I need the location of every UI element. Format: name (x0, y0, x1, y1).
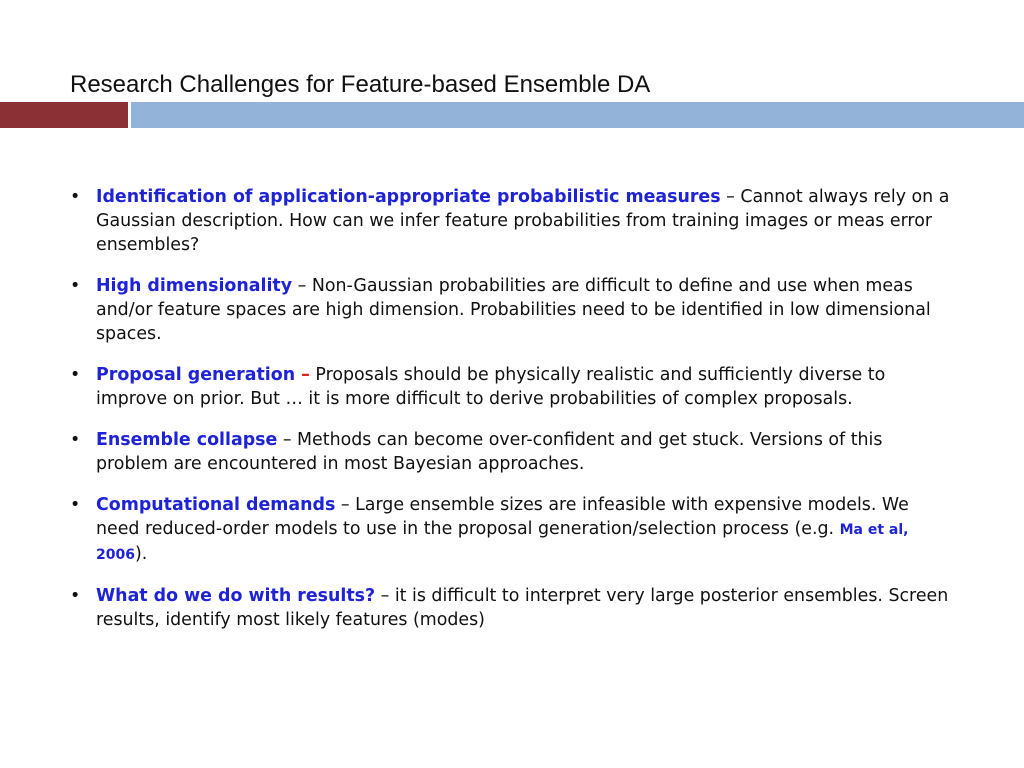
bullet-marker: • (70, 365, 81, 385)
bullet-marker: • (70, 495, 81, 515)
citation-link: Ma et al, 2006 (96, 522, 909, 563)
bullet-text-end: ). (134, 544, 148, 564)
bullet-marker: • (70, 586, 81, 606)
bullet-item-measures (70, 185, 950, 257)
bullet-item-collapse (70, 428, 950, 476)
bullet-marker: • (70, 276, 81, 296)
slide-title: Research Challenges for Feature-based Ensemble DA (70, 71, 651, 98)
title-bar-accent (0, 102, 128, 128)
bullet-marker: • (70, 187, 81, 207)
bullet-text: – Cannot always rely on a Gaussian description. How can we infer feature probabilities from training images or meas error ensembles? (96, 187, 950, 255)
bullet-item-results (70, 584, 950, 632)
bullet-heading: What do we do with results? (96, 586, 376, 606)
bullet-heading: Ensemble collapse (96, 430, 278, 450)
bullet-item-proposal (70, 363, 950, 411)
title-bar-main (131, 102, 1024, 128)
bullet-heading: Identification of application-appropriate probabilistic measures (96, 187, 721, 207)
bullet-dash: – (295, 365, 310, 385)
bullet-text: – Non-Gaussian probabilities are difficult to define and use when meas and/or feature spaces are high dimension. Probabilities need to be identified in low dimensional spaces. (96, 276, 931, 344)
bullet-list (70, 185, 950, 649)
bullet-text: – it is difficult to interpret very large posterior ensembles. Screen results, identify most likely features (modes) (96, 586, 949, 630)
bullet-heading: Computational demands (96, 495, 336, 515)
bullet-item-computational (70, 493, 950, 567)
bullet-text: – Methods can become over-confident and get stuck. Versions of this problem are encountered in most Bayesian approaches. (96, 430, 883, 474)
bullet-item-dimensionality (70, 274, 950, 346)
title-underline-bar (0, 102, 1024, 128)
bullet-text: Proposals should be physically realistic and sufficiently diverse to improve on prior. But … it is more difficult to derive probabilities of complex proposals. (96, 365, 886, 409)
bullet-heading: High dimensionality (96, 276, 293, 296)
bullet-text: – Large ensemble sizes are infeasible with expensive models. We need reduced-order models to use in the proposal generation/selection process (e.g. (96, 495, 909, 539)
bullet-marker: • (70, 430, 81, 450)
bullet-heading: Proposal generation (96, 365, 296, 385)
